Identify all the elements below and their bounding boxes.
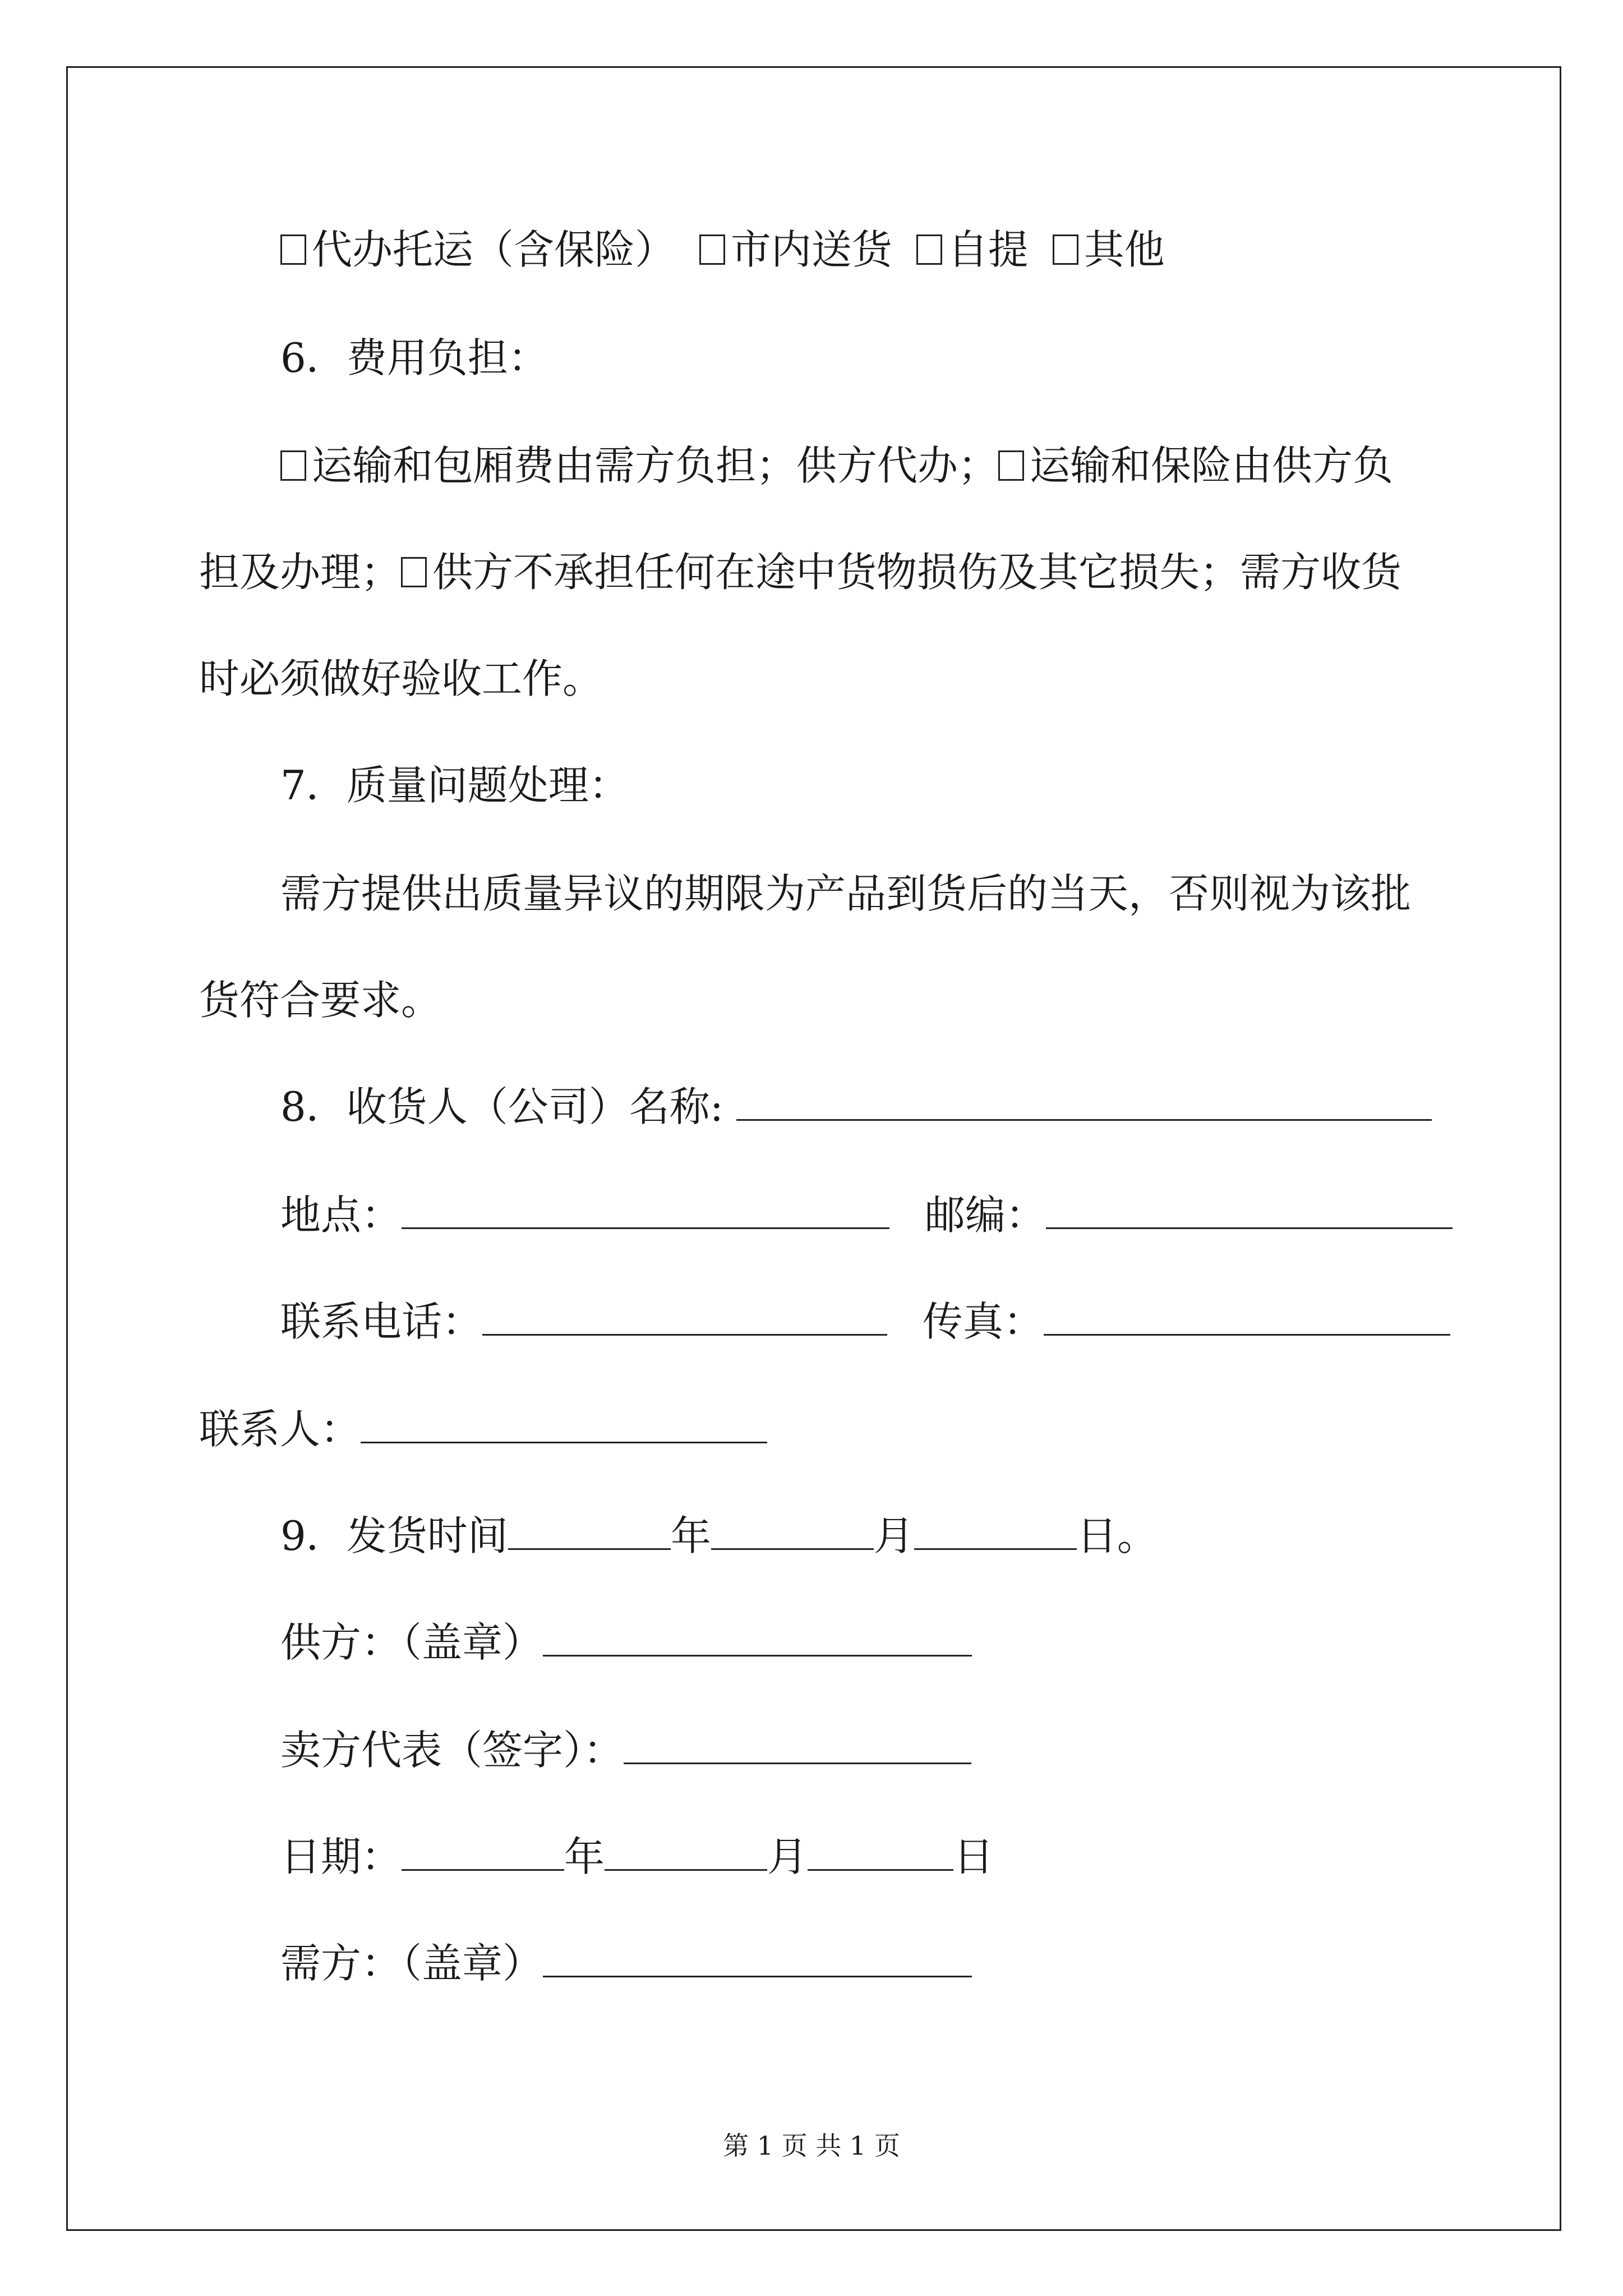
checkbox-other[interactable] bbox=[1053, 234, 1078, 265]
option-other: 其他 bbox=[1083, 226, 1165, 273]
checkbox-no-liability[interactable] bbox=[401, 557, 427, 587]
option-city-delivery: 市内送货 bbox=[730, 226, 892, 273]
address-field[interactable] bbox=[402, 1188, 889, 1229]
seller-rep-label: 卖方代表（签字）： bbox=[280, 1727, 624, 1774]
section-6-heading: 6．费用负担： bbox=[280, 334, 548, 381]
delivery-options bbox=[280, 224, 1165, 275]
seller-rep-field[interactable] bbox=[624, 1723, 971, 1764]
phone-row bbox=[280, 1295, 1450, 1347]
ship-year-field[interactable] bbox=[508, 1509, 671, 1550]
seller-rep-row bbox=[280, 1723, 971, 1775]
contact-row bbox=[199, 1402, 767, 1455]
cost-option-1: 运输和包厢费由需方负担；供方代办； bbox=[312, 442, 999, 489]
fax-label: 传真： bbox=[922, 1298, 1044, 1345]
ship-month-field[interactable] bbox=[711, 1509, 874, 1550]
contact-label: 联系人： bbox=[199, 1406, 361, 1453]
checkbox-supplier-bears-cost[interactable] bbox=[998, 450, 1024, 481]
buyer-seal-row bbox=[280, 1936, 972, 1989]
sign-year-field[interactable] bbox=[402, 1830, 564, 1871]
page-border bbox=[66, 66, 1561, 2231]
ship-day-label: 日。 bbox=[1076, 1512, 1158, 1559]
sign-month-label: 月 bbox=[767, 1833, 808, 1880]
cost-options-line3: 时必须做好验收工作。 bbox=[199, 655, 603, 702]
consignee-name-field[interactable] bbox=[736, 1080, 1432, 1121]
phone-field[interactable] bbox=[482, 1295, 887, 1336]
cost-option-2a: 运输和保险由供方负 bbox=[1030, 442, 1394, 489]
address-row bbox=[280, 1188, 1453, 1240]
postcode-field[interactable] bbox=[1046, 1188, 1453, 1229]
sign-date-label: 日期： bbox=[280, 1833, 402, 1880]
cost-option-2b: 担及办理； bbox=[199, 549, 402, 596]
postcode-label: 邮编： bbox=[924, 1191, 1046, 1239]
ship-date-label: 9．发货时间 bbox=[280, 1512, 508, 1559]
supplier-seal-row bbox=[280, 1616, 972, 1668]
supplier-seal-field[interactable] bbox=[543, 1616, 972, 1657]
phone-label: 联系电话： bbox=[280, 1298, 483, 1345]
sign-year-label: 年 bbox=[564, 1833, 605, 1880]
sign-date-row bbox=[280, 1830, 994, 1882]
contact-field[interactable] bbox=[361, 1402, 767, 1443]
sign-month-field[interactable] bbox=[605, 1830, 767, 1871]
section-7-heading: 7．质量问题处理： bbox=[280, 762, 629, 809]
option-consigned-shipping: 代办托运（含保险） bbox=[312, 226, 676, 273]
checkbox-consigned-shipping[interactable] bbox=[280, 234, 306, 265]
cost-options-line1 bbox=[280, 440, 1393, 491]
buyer-seal-field[interactable] bbox=[543, 1936, 972, 1977]
checkbox-city-delivery[interactable] bbox=[699, 234, 725, 265]
address-label: 地点： bbox=[280, 1191, 402, 1239]
cost-option-3: 供方不承担任何在途中货物损伤及其它损失；需方收货 bbox=[432, 549, 1402, 596]
quality-text-line2: 货符合要求。 bbox=[199, 977, 442, 1024]
supplier-seal-label: 供方：（盖章） bbox=[280, 1619, 543, 1666]
buyer-seal-label: 需方：（盖章） bbox=[280, 1940, 543, 1987]
ship-day-field[interactable] bbox=[914, 1509, 1077, 1550]
quality-text-line1: 需方提供出质量异议的期限为产品到货后的当天，否则视为该批 bbox=[280, 870, 1412, 917]
ship-date-row bbox=[280, 1509, 1158, 1561]
checkbox-buyer-bears-cost[interactable] bbox=[280, 450, 306, 481]
cost-options-line2 bbox=[199, 547, 1401, 597]
page-footer: 第 1 页 共 1 页 bbox=[723, 2131, 900, 2161]
sign-day-field[interactable] bbox=[808, 1830, 953, 1871]
ship-year-label: 年 bbox=[670, 1512, 711, 1559]
sign-day-label: 日 bbox=[953, 1833, 994, 1880]
ship-month-label: 月 bbox=[873, 1512, 914, 1559]
option-self-pickup: 自提 bbox=[947, 226, 1029, 273]
fax-field[interactable] bbox=[1044, 1295, 1450, 1336]
consignee-name-label: 8．收货人（公司）名称: bbox=[280, 1083, 724, 1130]
consignee-name-row bbox=[280, 1080, 1432, 1132]
checkbox-self-pickup[interactable] bbox=[916, 234, 942, 265]
